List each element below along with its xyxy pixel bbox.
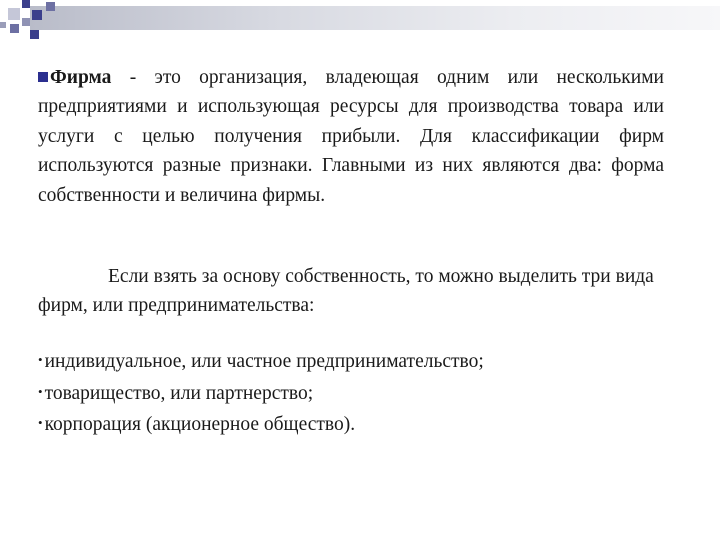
list-item-text: корпорация (акционерное общество). <box>44 414 356 435</box>
firm-types-list <box>38 345 678 440</box>
ownership-text: Если взять за основу собственность, то можно выделить три вида фирм, или предпринимательства: <box>38 266 654 316</box>
list-item <box>38 377 678 409</box>
definition-text: - это организация, владеющая одним или несколькими предприятиями и использующая ресурсы для производства товара или услуги с целью получения прибыли. Для классификации фирм используются разные признаки. Главными из них являются два: форма собственности и величина фирмы. <box>38 67 664 206</box>
decorative-header <box>0 0 720 40</box>
definition-term: Фирма <box>50 67 112 88</box>
ownership-paragraph <box>38 262 658 320</box>
deco-square <box>22 18 30 26</box>
deco-square <box>10 24 19 33</box>
list-item-text: товарищество, или партнерство; <box>44 382 314 404</box>
bullet-icon: • <box>38 352 43 367</box>
deco-square <box>30 30 39 39</box>
list-item <box>38 345 678 377</box>
deco-square <box>0 22 6 28</box>
definition-paragraph <box>38 63 664 210</box>
list-item <box>38 408 678 440</box>
bullet-icon: • <box>38 383 43 399</box>
deco-square <box>22 0 30 8</box>
list-item-text: индивидуальное, или частное предпринимательство; <box>44 351 484 372</box>
bullet-icon: • <box>38 415 43 430</box>
header-gradient-bar <box>30 6 720 30</box>
deco-square <box>8 8 20 20</box>
deco-square <box>46 2 55 11</box>
square-bullet-icon <box>38 72 48 82</box>
deco-square <box>32 10 42 20</box>
